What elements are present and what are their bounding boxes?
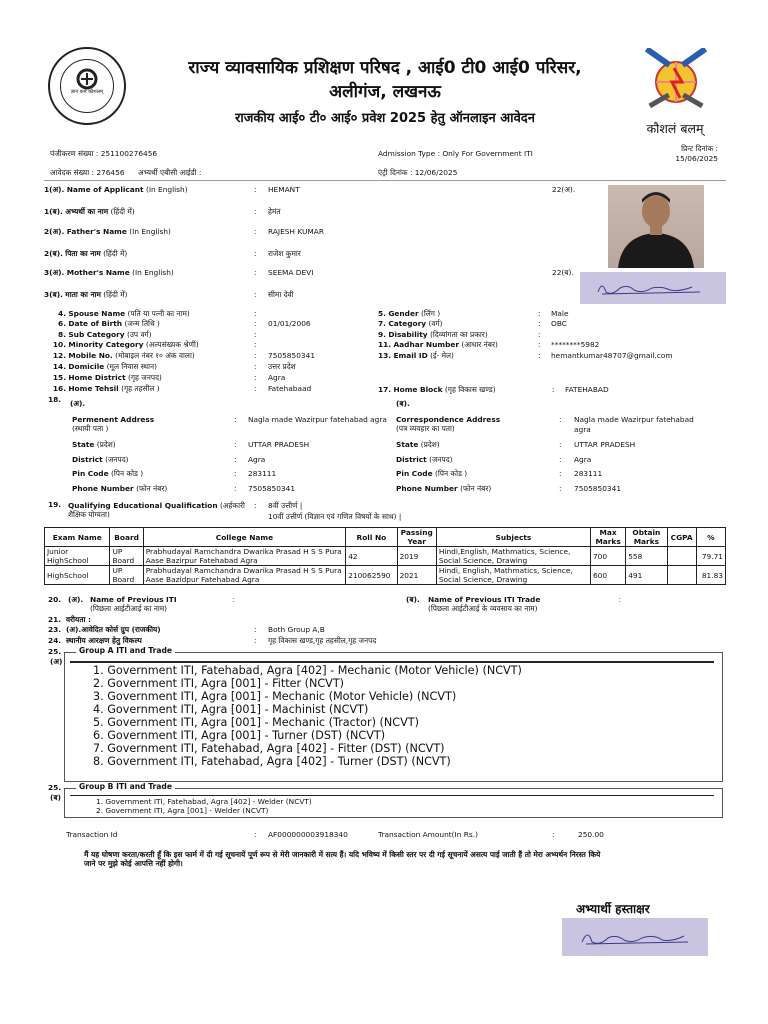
photo-label: 22(अ). [552, 185, 576, 194]
row-num: 18. [48, 395, 62, 404]
row-num: 20. [48, 595, 62, 604]
cell-college: Prabhudayal Ramchandra Dwarika Prasad H S S Pura Aase Bazirpur Fatehabad Agra [143, 547, 345, 566]
colon: : [234, 455, 237, 464]
kaushal-logo [636, 48, 716, 120]
field-label: Phone Number [396, 484, 458, 493]
detail-row-mobile [44, 351, 195, 360]
aadhar-number: ********5982 [551, 340, 600, 349]
applicant-number: आवेदक संख्या : 276456 [50, 168, 125, 177]
field-label: State [396, 440, 419, 449]
field-sub: (फोन नंबर) [136, 484, 168, 493]
perm-district-label [72, 455, 129, 464]
row-num: 3(ब). [44, 290, 63, 299]
transaction-id: AF000000003918340 [268, 830, 348, 839]
qualification-label [68, 501, 248, 519]
abc-id: अभ्यर्थी एबीसी आईडी : [138, 168, 202, 177]
field-label: Date of Birth [68, 319, 123, 328]
cell-roll: 42 [346, 547, 397, 566]
field-label: Aadhar Number [393, 340, 460, 349]
applicant-name-hindi: हेमंत [268, 207, 281, 216]
field-label: अभ्यर्थी का नाम [65, 207, 109, 216]
perm-district: Agra [248, 455, 266, 464]
group-a-list [93, 664, 522, 768]
colon: : [254, 249, 257, 258]
row-num: 15. [52, 373, 66, 382]
row-num: 19. [48, 500, 62, 509]
declaration-line-2: जाने पर मुझे कोई आपत्ति नहीं होगी। [84, 859, 183, 868]
group-b-rule [70, 795, 714, 796]
colon: : [559, 440, 562, 449]
list-item: 3. Government ITI, Agra [001] - Mechanic (Motor Vehicle) (NCVT) [93, 690, 457, 703]
field-label: Email ID [393, 351, 428, 360]
field-label: District [72, 455, 103, 464]
cell-exam: Junior HighSchool [45, 547, 110, 566]
perm-pin: 283111 [248, 469, 277, 478]
colon: : [538, 319, 541, 328]
field-label: Mother's Name [66, 268, 130, 277]
field-label: Name of Applicant [66, 185, 144, 194]
logo-motto: ज्ञानं कर्म कौशलम् [70, 89, 104, 95]
prev-iti-sub: (पिछला आईटीआई का नाम) [90, 604, 168, 613]
field-sub: (जन्म तिथि ) [124, 319, 160, 328]
field-sub: (वर्ग) [428, 319, 443, 328]
colon: : [559, 455, 562, 464]
detail-row-home-block [378, 385, 496, 394]
row-1a [44, 185, 188, 194]
cell-college: Prabhudayal Ramchandra Dwarika Prasad H S S Pura Aase Bazidpur Fatehabad Agra [143, 566, 345, 585]
table-row [45, 566, 726, 585]
email-id: hemantkumar48707@gmail.com [551, 351, 673, 360]
course-group-value: Both Group A,B [268, 625, 325, 634]
list-item: 1. Government ITI, Fatehabad, Agra [402] - Welder (NCVT) [96, 797, 312, 806]
detail-row-disability [378, 330, 488, 339]
field-label: Sub Category [68, 330, 125, 339]
qualification-value-1: 8वीं उत्तीर्ण | [268, 501, 303, 510]
permanent-address: Nagla made Wazirpur fatehabad agra [248, 415, 387, 424]
field-label: पिता का नाम [65, 249, 101, 258]
detail-row-minority [44, 340, 199, 349]
father-name: RAJESH KUMAR [268, 227, 324, 236]
marks-table [44, 527, 726, 585]
row-num: 21. [48, 615, 62, 624]
colon: : [618, 595, 621, 604]
colon: : [552, 830, 555, 839]
field-label: Disability [388, 330, 428, 339]
field-sub: (हिंदी में) [103, 249, 128, 258]
colon: : [234, 440, 237, 449]
colon: : [254, 625, 257, 634]
field-label: Spouse Name [68, 309, 126, 318]
cell-roll: 210062590 [346, 566, 397, 585]
corr-state-label [396, 440, 440, 449]
correspondence-address-line1: Nagla made Wazirpur fatehabad [574, 415, 694, 424]
cell-obtain: 491 [626, 566, 667, 585]
field-label: Home Tehsil [68, 384, 119, 393]
row-2b [44, 249, 127, 258]
cell-subjects: Hindi,English, Mathmatics, Science, Social Science, Drawing [436, 547, 590, 566]
home-tehsil: Fatehabaad [268, 384, 312, 393]
colon: : [254, 351, 257, 360]
colon: : [254, 362, 257, 371]
field-label: Mobile No. [68, 351, 113, 360]
print-date: 15/06/2025 [675, 154, 718, 163]
row-num: 5. [378, 309, 386, 318]
list-item: 8. Government ITI, Fatehabad, Agra [402] - Turner (DST) (NCVT) [93, 755, 451, 768]
row-2a [44, 227, 171, 236]
prev-iti-a-tag: (अ). [68, 595, 84, 604]
permanent-address-label: Permenent Address [72, 415, 155, 424]
field-sub: (जनपद) [105, 455, 129, 464]
field-label: Pin Code [396, 469, 433, 478]
transaction-amount-label: Transaction Amount(In Rs.) [378, 830, 478, 839]
row-num: 4. [58, 309, 66, 318]
correspondence-address-line2: agra [574, 425, 591, 434]
cell-board: UP Board [110, 566, 143, 585]
list-item: 4. Government ITI, Agra [001] - Machinist (NCVT) [93, 703, 369, 716]
declaration [84, 850, 724, 868]
field-sub-line2: शैक्षिक योग्यता) [68, 510, 110, 519]
colon: : [234, 415, 237, 424]
preference-label: वरीयता : [66, 615, 91, 624]
print-date-label: प्रिन्ट दिनांक : [681, 144, 718, 153]
colon: : [254, 207, 257, 216]
colon: : [538, 351, 541, 360]
correspondence-address-label: Correspondence Address [396, 415, 501, 424]
colon: : [254, 636, 257, 645]
gender: Male [551, 309, 569, 318]
mother-name: SEEMA DEVI [268, 268, 314, 277]
home-block: FATEHABAD [565, 385, 609, 394]
corr-district-label [396, 455, 453, 464]
row-num: 24. [48, 636, 62, 645]
col-exam-name: Exam Name [45, 528, 110, 547]
applicant-photo [608, 185, 704, 268]
colon: : [552, 385, 555, 394]
detail-row-domicile [44, 362, 157, 371]
home-district: Agra [268, 373, 286, 382]
field-label: District [396, 455, 427, 464]
field-sub: (आधार नंबर) [461, 340, 498, 349]
colon: : [538, 340, 541, 349]
local-reservation-value: गृह विकास खण्ड,गृह तहसील,गृह जनपद [268, 636, 377, 645]
perm-state-label [72, 440, 116, 449]
correspondence-address-sub: (पत्र व्यवहार का पता) [396, 424, 455, 433]
col-passing-year: Passing Year [397, 528, 436, 547]
council-logo [48, 47, 126, 125]
address-a-tag: (अ). [70, 399, 86, 408]
corr-state: UTTAR PRADESH [574, 440, 636, 449]
row-num: 10. [52, 340, 66, 349]
group-b-legend: Group B ITI and Trade [76, 782, 175, 791]
transaction-id-label: Transaction Id [66, 830, 118, 839]
list-item: 5. Government ITI, Agra [001] - Mechanic (Tractor) (NCVT) [93, 716, 419, 729]
signature-label: 22(ब). [552, 268, 574, 277]
perm-phone: 7505850341 [248, 484, 296, 493]
corr-district: Agra [574, 455, 592, 464]
colon: : [254, 268, 257, 277]
col-obtain-marks: Obtain Marks [626, 528, 667, 547]
title-line-1: राज्य व्यावसायिक प्रशिक्षण परिषद , आई0 टी0 आई0 परिसर, [188, 58, 582, 78]
detail-row-category [378, 319, 443, 328]
field-sub: (हिंदी में) [103, 290, 128, 299]
cell-max: 700 [590, 547, 625, 566]
field-label: Qualifying Educational Qualification [68, 501, 218, 510]
person-photo-icon [608, 185, 704, 268]
candidate-signature [562, 918, 708, 956]
cell-subjects: Hindi, English, Mathmatics, Science, Social Science, Drawing [436, 566, 590, 585]
category: OBC [551, 319, 567, 328]
date-of-birth: 01/01/2006 [268, 319, 311, 328]
signature-image [580, 272, 726, 304]
signature-icon [580, 272, 726, 304]
colon: : [538, 309, 541, 318]
row-num: 25. [48, 783, 62, 792]
field-label: Domicile [68, 362, 105, 371]
corr-pin-label [396, 469, 467, 478]
row-num: 3(अ). [44, 268, 65, 277]
list-item: 2. Government ITI, Agra [001] - Fitter (NCVT) [93, 677, 345, 690]
field-label: Category [388, 319, 427, 328]
transaction-amount: 250.00 [578, 830, 604, 839]
colon: : [254, 384, 257, 393]
field-sub: (दिव्यांगता का प्रकार) [429, 330, 488, 339]
row-num: 1(ब). [44, 207, 63, 216]
colon: : [254, 501, 257, 510]
row-num: 17. [378, 385, 392, 394]
entry-date: एंट्री दिनांक : 12/06/2025 [378, 168, 458, 177]
prev-iti-label: Name of Previous ITI [90, 595, 177, 604]
col-roll-no: Roll No [346, 528, 397, 547]
field-label: Home District [68, 373, 126, 382]
colon: : [234, 469, 237, 478]
field-sub: (पिन कोड ) [110, 469, 144, 478]
cell-percent: 79.71 [696, 547, 725, 566]
perm-pin-label [72, 469, 143, 478]
col-cgpa: CGPA [667, 528, 696, 547]
row-num: 2(ब). [44, 249, 63, 258]
cell-exam: HighSchool [45, 566, 110, 585]
row-num: 7. [378, 319, 386, 328]
father-name-hindi: राजेश कुमार [268, 249, 301, 258]
colon: : [254, 185, 257, 194]
corr-pin: 283111 [574, 469, 603, 478]
row-num: 1(अ). [44, 185, 65, 194]
colon: : [254, 319, 257, 328]
field-label: Gender [388, 309, 419, 318]
colon: : [254, 373, 257, 382]
row-num: 25. [48, 647, 62, 656]
mother-name-hindi: सीमा देवी [268, 290, 294, 299]
skill-tools-icon [636, 48, 716, 120]
prev-trade-b-tag: (ब). [406, 595, 420, 604]
domicile: उत्तर प्रदेश [268, 362, 296, 371]
group-b-list [96, 797, 312, 815]
colon: : [254, 340, 257, 349]
cell-obtain: 558 [626, 547, 667, 566]
row-1b [44, 207, 135, 216]
local-reservation-label: स्थानीय आरक्षण हेतु विकल्प [66, 636, 142, 645]
detail-row-subcat [44, 330, 152, 339]
field-sub: (मोबाइल नंबर १० अंक वाला) [115, 351, 195, 360]
wheel-emblem-icon [64, 65, 110, 109]
row-num: 8. [58, 330, 66, 339]
address-b-tag: (ब). [396, 399, 410, 408]
perm-phone-label [72, 484, 167, 493]
field-sub: (अर्हकारी [219, 501, 245, 510]
field-label: State [72, 440, 95, 449]
applicant-name: HEMANT [268, 185, 300, 194]
colon: : [559, 415, 562, 424]
field-sub: (पिन कोड ) [434, 469, 468, 478]
field-sub: (In English) [129, 227, 171, 236]
list-item: 7. Government ITI, Fatehabad, Agra [402] - Fitter (DST) (NCVT) [93, 742, 445, 755]
row-num: 12. [52, 351, 66, 360]
detail-row-district [44, 373, 162, 382]
signature-icon [562, 918, 708, 956]
detail-row-tehsil [44, 384, 160, 393]
colon: : [254, 290, 257, 299]
detail-row-spouse [44, 309, 190, 318]
candidate-signature-label: अभ्यार्थी हस्ताक्षर [576, 902, 650, 916]
col-percent: % [696, 528, 725, 547]
field-sub: (पति या पत्नी का नाम) [127, 309, 190, 318]
permanent-address-sub: (स्थायी पता ) [72, 424, 109, 433]
list-item: 2. Government ITI, Agra [001] - Welder (NCVT) [96, 806, 269, 815]
cell-year: 2019 [397, 547, 436, 566]
declaration-line-1: मैं यह घोषणा करता/करती हूँ कि इस फार्म में दी गई सूचनायें पूर्ण रूप से मेरी जानकारी में सत्य हैं। यदि भविष्य में किसी स्तर पर दी गई सूचनायें असत्य पाई जाती हैं तो मेरा अभ्यर्थन निरस्त किये [84, 850, 601, 859]
col-subjects: Subjects [436, 528, 590, 547]
colon: : [254, 309, 257, 318]
field-sub: (हिंदी में) [110, 207, 135, 216]
col-college: College Name [143, 528, 345, 547]
title-line-2: अलीगंज, लखनऊ [329, 82, 441, 102]
row-3a [44, 268, 174, 277]
field-sub: (मूल निवास स्थान) [106, 362, 158, 371]
prev-trade-sub: (पिछला आईटीआई के व्यवसाय का नाम) [428, 604, 538, 613]
group-a-rule [70, 661, 714, 663]
registration-number: पंजीकरण संख्या : 251100276456 [50, 149, 158, 158]
colon: : [254, 330, 257, 339]
field-sub: (गृह तहसील ) [121, 384, 160, 393]
field-sub: (In English) [132, 268, 174, 277]
page-title [130, 56, 640, 104]
field-sub: (गृह जनपद) [127, 373, 162, 382]
table-row [45, 547, 726, 566]
cell-cgpa [667, 566, 696, 585]
corr-phone: 7505850341 [574, 484, 622, 493]
cell-percent: 81.83 [696, 566, 725, 585]
row-num: 13. [378, 351, 392, 360]
colon: : [254, 830, 257, 839]
colon: : [538, 330, 541, 339]
field-label: माता का नाम [65, 290, 101, 299]
colon: : [254, 227, 257, 236]
col-board: Board [110, 528, 143, 547]
row-num: 14. [52, 362, 66, 371]
list-item: 6. Government ITI, Agra [001] - Turner (DST) (NCVT) [93, 729, 386, 742]
group-a-tag: (अ) [50, 657, 63, 666]
row-num: 6. [58, 319, 66, 328]
corr-phone-label [396, 484, 491, 493]
cell-max: 600 [590, 566, 625, 585]
table-header-row [45, 528, 726, 547]
mobile-number: 7505850341 [268, 351, 316, 360]
detail-row-email [378, 351, 454, 360]
colon: : [232, 595, 235, 604]
field-sub: (ई- मेल) [430, 351, 454, 360]
header-divider [44, 180, 726, 181]
admission-type: Admission Type : Only For Government ITI [378, 149, 533, 158]
prev-trade-label: Name of Previous ITI Trade [428, 595, 541, 604]
field-sub: (प्रदेश) [96, 440, 116, 449]
page-subtitle: राजकीय आई० टी० आई० प्रवेश 2025 हेतु ऑनलाइन आवेदन [235, 111, 535, 126]
row-num: 23. [48, 625, 62, 634]
course-group-label: (अ).आवेदित कोर्स ग्रुप (राजकीय) [66, 625, 161, 634]
field-label: Phone Number [72, 484, 134, 493]
field-sub: (फोन नंबर) [460, 484, 492, 493]
detail-row-dob [44, 319, 160, 328]
cell-cgpa [667, 547, 696, 566]
field-sub: (गृह विकास खण्ड) [444, 385, 496, 394]
qualification-value-2: 10वीं उत्तीर्ण (विज्ञान एवं गणित विषयों के साथ) | [268, 512, 402, 521]
cell-board: UP Board [110, 547, 143, 566]
field-sub: (अल्पसंख्यक श्रेणी) [145, 340, 199, 349]
field-sub: (In English) [145, 185, 188, 194]
row-num: 16. [52, 384, 66, 393]
colon: : [559, 469, 562, 478]
field-sub: (प्रदेश) [420, 440, 440, 449]
colon: : [559, 484, 562, 493]
detail-row-aadhar [378, 340, 498, 349]
colon: : [234, 484, 237, 493]
list-item: 1. Government ITI, Fatehabad, Agra [402] - Mechanic (Motor Vehicle) (NCVT) [93, 664, 522, 677]
field-label: Minority Category [68, 340, 144, 349]
field-sub: (जनपद) [429, 455, 453, 464]
row-num: 11. [378, 340, 392, 349]
row-num: 2(अ). [44, 227, 65, 236]
field-sub: (उप वर्ग) [126, 330, 152, 339]
field-label: Father's Name [66, 227, 127, 236]
field-label: Home Block [393, 385, 443, 394]
kaushal-logo-text: कौशलं बलम् [646, 121, 704, 136]
group-a-legend: Group A ITI and Trade [76, 646, 175, 655]
row-3b [44, 290, 128, 299]
col-max-marks: Max Marks [590, 528, 625, 547]
field-sub: (लिंग ) [420, 309, 441, 318]
cell-year: 2021 [397, 566, 436, 585]
field-label: Pin Code [72, 469, 109, 478]
row-num: 9. [378, 330, 386, 339]
group-b-tag: (ब) [50, 793, 61, 802]
perm-state: UTTAR PRADESH [248, 440, 310, 449]
detail-row-gender [378, 309, 440, 318]
